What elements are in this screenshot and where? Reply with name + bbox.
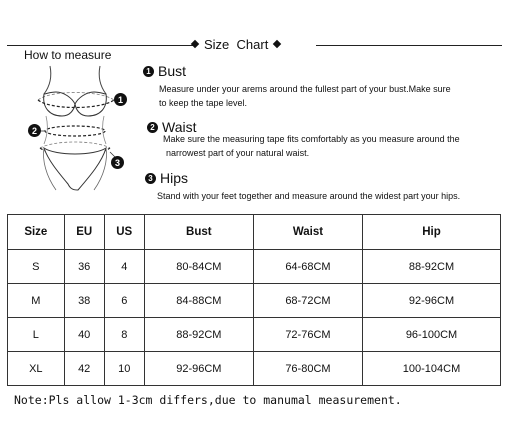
- table-cell: 6: [104, 284, 144, 318]
- table-row: [8, 250, 501, 284]
- header-rule-left: [7, 45, 197, 46]
- table-cell: 96-100CM: [363, 318, 501, 352]
- table-cell: 4: [104, 250, 144, 284]
- how-to-measure-heading: How to measure: [24, 48, 112, 62]
- table-cell: 68-72CM: [253, 284, 362, 318]
- waist-description: [163, 132, 460, 160]
- waist-line-2: narrowest part of your natural waist.: [166, 148, 310, 158]
- bust-heading: [143, 63, 186, 79]
- table-cell: 10: [104, 352, 144, 386]
- header-rule-right: [316, 45, 502, 46]
- waist-line-1: Make sure the measuring tape fits comfortably as you measure around the: [163, 134, 460, 144]
- table-cell: 64-68CM: [253, 250, 362, 284]
- column-header: Waist: [253, 215, 362, 250]
- table-cell: 92-96CM: [144, 352, 253, 386]
- size-table: [7, 214, 501, 386]
- bust-description: [159, 82, 451, 110]
- marker-1-icon: 1: [114, 93, 127, 106]
- number-2-icon: 2: [147, 122, 158, 133]
- header-title-group: [192, 35, 332, 53]
- table-cell: 8: [104, 318, 144, 352]
- table-row: [8, 318, 501, 352]
- diamond-icon: [191, 40, 199, 48]
- hips-heading: [145, 170, 188, 186]
- table-cell: 88-92CM: [144, 318, 253, 352]
- bust-line-1: Measure under your arems around the fullest part of your bust.Make sure: [159, 84, 451, 94]
- table-cell: 42: [64, 352, 104, 386]
- table-cell: XL: [8, 352, 65, 386]
- table-cell: 80-84CM: [144, 250, 253, 284]
- table-header-row: [8, 215, 501, 250]
- table-cell: 92-96CM: [363, 284, 501, 318]
- column-header: Hip: [363, 215, 501, 250]
- table-cell: 100-104CM: [363, 352, 501, 386]
- hips-title: Hips: [160, 170, 189, 186]
- column-header: Size: [8, 215, 65, 250]
- marker-2-icon: 2: [28, 124, 41, 137]
- number-3-icon: 3: [145, 173, 156, 184]
- column-header: Bust: [144, 215, 253, 250]
- bust-line-2: to keep the tape level.: [159, 98, 248, 108]
- column-header: US: [104, 215, 144, 250]
- table-cell: M: [8, 284, 65, 318]
- table-cell: 38: [64, 284, 104, 318]
- measurement-note: Note:Pls allow 1-3cm differs,due to manumal measurement.: [14, 393, 402, 407]
- table-cell: S: [8, 250, 65, 284]
- table-cell: 88-92CM: [363, 250, 501, 284]
- number-1-icon: 1: [143, 66, 154, 77]
- table-row: [8, 284, 501, 318]
- table-cell: 76-80CM: [253, 352, 362, 386]
- table-row: [8, 352, 501, 386]
- hips-description: [157, 189, 460, 203]
- table-cell: 40: [64, 318, 104, 352]
- table-cell: L: [8, 318, 65, 352]
- marker-3-icon: 3: [111, 156, 124, 169]
- column-header: EU: [64, 215, 104, 250]
- waist-title: Waist: [162, 119, 197, 135]
- bust-title: Bust: [158, 63, 187, 79]
- table-cell: 72-76CM: [253, 318, 362, 352]
- hips-line-1: Stand with your feet together and measure around the widest part your hips.: [157, 191, 461, 201]
- page-title: Size Chart: [204, 36, 269, 52]
- table-cell: 84-88CM: [144, 284, 253, 318]
- diamond-icon: [273, 40, 281, 48]
- table-cell: 36: [64, 250, 104, 284]
